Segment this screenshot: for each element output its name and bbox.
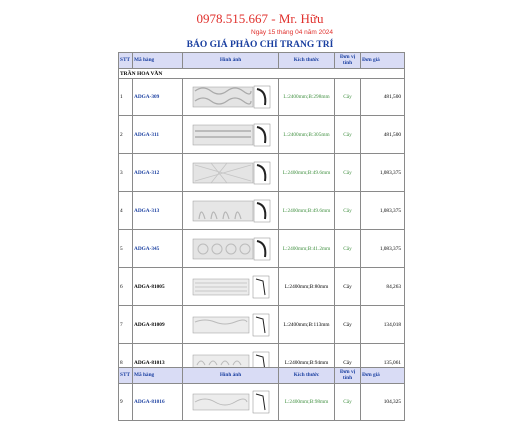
price-table-2 — [118, 367, 405, 421]
price-table — [118, 52, 405, 382]
table-header-row — [119, 368, 405, 384]
table-row — [119, 384, 405, 421]
table-row — [119, 306, 405, 344]
row-unit: Cây — [335, 192, 361, 230]
row-price: 135,061 — [361, 344, 405, 382]
col-stt: STT — [119, 368, 133, 384]
product-image — [183, 192, 279, 230]
row-unit: Cây — [335, 116, 361, 154]
section-row — [119, 69, 405, 79]
table-row — [119, 79, 405, 116]
row-stt: 2 — [119, 116, 133, 154]
row-size: L:2400mm;B:98mm — [279, 384, 335, 421]
row-code: ADGA-313 — [133, 192, 183, 230]
row-stt: 9 — [119, 384, 133, 421]
table-row — [119, 268, 405, 306]
col-price: Đơn giá — [361, 53, 405, 69]
table-row — [119, 116, 405, 154]
row-unit: Cây — [335, 384, 361, 421]
row-code: ADGA-81013 — [133, 344, 183, 382]
row-unit: Cây — [335, 79, 361, 116]
product-image — [183, 384, 279, 421]
row-code: ADGA-345 — [133, 230, 183, 268]
row-price: 134,018 — [361, 306, 405, 344]
col-code: Mã hàng — [133, 53, 183, 69]
row-size: L:2400mm;B:49.6mm — [279, 192, 335, 230]
row-code: ADGA-81016 — [133, 384, 183, 421]
row-unit: Cây — [335, 268, 361, 306]
col-stt: STT — [119, 53, 133, 69]
row-stt: 1 — [119, 79, 133, 116]
product-image — [183, 230, 279, 268]
row-size: L:2400mm;B:80mm — [279, 268, 335, 306]
product-image — [183, 306, 279, 344]
page-title: BÁO GIÁ PHÀO CHỈ TRANG TRÍ — [186, 40, 334, 50]
product-image — [183, 116, 279, 154]
row-stt: 4 — [119, 192, 133, 230]
row-size: L:2400mm;B:113mm — [279, 306, 335, 344]
table-row — [119, 192, 405, 230]
row-code: ADGA-81005 — [133, 268, 183, 306]
col-size: Kích thước — [279, 368, 335, 384]
product-image — [183, 268, 279, 306]
row-size: L:2400mm;B:298mm — [279, 79, 335, 116]
table-row — [119, 230, 405, 268]
row-price: 481,500 — [361, 79, 405, 116]
row-unit: Cây — [335, 154, 361, 192]
row-unit: Cây — [335, 306, 361, 344]
quote-date: Ngày 15 tháng 04 năm 2024 — [251, 29, 334, 36]
col-size: Kích thước — [279, 53, 335, 69]
col-image: Hình ảnh — [183, 368, 279, 384]
row-size: L:2400mm;B:49.6mm — [279, 154, 335, 192]
row-stt: 8 — [119, 344, 133, 382]
col-unit: Đơn vị tính — [335, 368, 361, 384]
row-price: 1,083,375 — [361, 230, 405, 268]
row-price: 1,083,375 — [361, 192, 405, 230]
row-price: 84,263 — [361, 268, 405, 306]
row-size: L:2400mm;B:94mm — [279, 344, 335, 382]
table-row — [119, 154, 405, 192]
row-stt: 3 — [119, 154, 133, 192]
row-stt: 6 — [119, 268, 133, 306]
row-code: ADGA-81009 — [133, 306, 183, 344]
section-label: TRẦN HOA VĂN — [119, 69, 405, 79]
col-code: Mã hàng — [133, 368, 183, 384]
contact-phone: 0978.515.667 - Mr. Hữu — [196, 11, 324, 26]
row-code: ADGA-309 — [133, 79, 183, 116]
row-code: ADGA-311 — [133, 116, 183, 154]
product-image — [183, 79, 279, 116]
row-unit: Cây — [335, 230, 361, 268]
row-size: L:2400mm;B:41.2mm — [279, 230, 335, 268]
product-image — [183, 154, 279, 192]
row-price: 481,500 — [361, 116, 405, 154]
col-unit: Đơn vị tính — [335, 53, 361, 69]
table-header-row — [119, 53, 405, 69]
col-image: Hình ảnh — [183, 53, 279, 69]
row-stt: 7 — [119, 306, 133, 344]
row-code: ADGA-312 — [133, 154, 183, 192]
row-stt: 5 — [119, 230, 133, 268]
row-price: 104,325 — [361, 384, 405, 421]
row-price: 1,083,375 — [361, 154, 405, 192]
row-size: L:2400mm;B:305mm — [279, 116, 335, 154]
row-unit: Cây — [335, 344, 361, 382]
col-price: Đơn giá — [361, 368, 405, 384]
